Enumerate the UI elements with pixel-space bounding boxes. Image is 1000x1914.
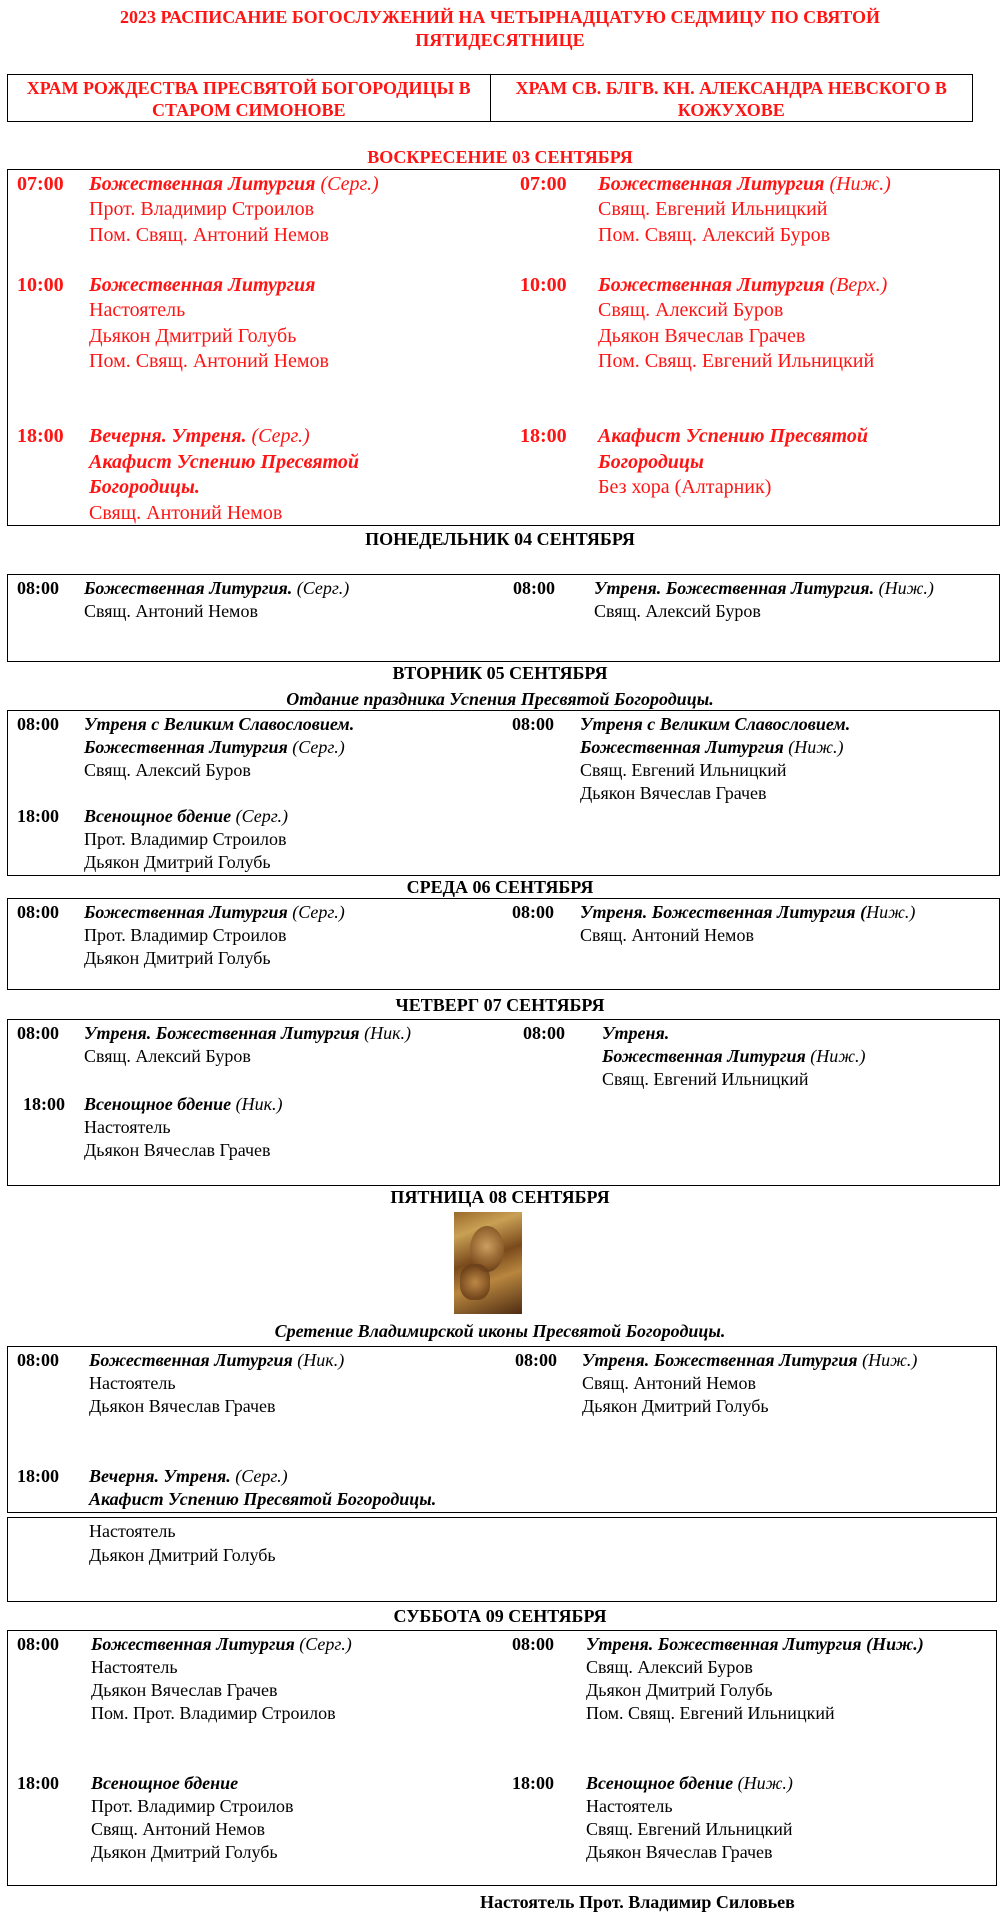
day-heading-saturday: СУББОТА 09 СЕНТЯБРЯ	[393, 1606, 607, 1626]
clergy-name: Свящ. Евгений Ильницкий	[598, 198, 828, 220]
clergy-name: Пом. Свящ. Антоний Немов	[89, 224, 329, 246]
service-time: 08:00	[17, 1634, 59, 1654]
clergy-name: Настоятель	[84, 1117, 171, 1137]
service-title: Вечерня. Утреня. (Серг.)	[89, 1466, 288, 1486]
clergy-name: Свящ. Алексий Буров	[84, 1046, 251, 1066]
clergy-name: Дьякон Дмитрий Голубь	[91, 1842, 278, 1862]
icon-child	[460, 1264, 490, 1300]
clergy-name: Настоятель	[91, 1657, 178, 1677]
service-title: Утреня с Великим Славословием.	[84, 714, 355, 734]
service-title: Утреня. Божественная Литургия (Ниж.)	[582, 1350, 918, 1370]
day-heading-wednesday: СРЕДА 06 СЕНТЯБРЯ	[406, 877, 594, 897]
clergy-name: Настоятель	[89, 1373, 176, 1393]
clergy-name: Прот. Владимир Строилов	[91, 1796, 294, 1816]
service-title: Богородицы.	[89, 476, 200, 498]
service-time: 07:00	[520, 173, 567, 195]
service-time: 18:00	[17, 806, 59, 826]
clergy-name: Настоятель	[89, 1521, 176, 1541]
clergy-name: Настоятель	[89, 299, 186, 321]
clergy-name: Свящ. Антоний Немов	[91, 1819, 265, 1839]
service-title: Божественная Литургия (Ниж.)	[598, 173, 891, 195]
service-time: 08:00	[512, 902, 554, 922]
service-title: Божественная Литургия (Серг.)	[84, 737, 345, 757]
service-title: Божественная Литургия (Серг.)	[84, 902, 345, 922]
service-title: Богородицы	[598, 451, 704, 473]
service-title: Божественная Литургия. (Серг.)	[84, 578, 350, 598]
service-time: 08:00	[513, 578, 555, 598]
clergy-name: Дьякон Дмитрий Голубь	[582, 1396, 769, 1416]
service-title: Божественная Литургия (Серг.)	[91, 1634, 352, 1654]
service-title: Всенощное бдение (Ниж.)	[586, 1773, 793, 1793]
churches-header	[7, 74, 973, 122]
service-title: Акафист Успению Пресвятой	[598, 425, 868, 447]
clergy-name: Пом. Свящ. Алексий Буров	[598, 224, 831, 246]
day-heading-friday: ПЯТНИЦА 08 СЕНТЯБРЯ	[390, 1187, 610, 1207]
service-time: 08:00	[17, 578, 59, 598]
church-left: ХРАМ РОЖДЕСТВА ПРЕСВЯТОЙ БОГОРОДИЦЫ В СТАРОМ СИМОНОВЕ	[8, 75, 491, 121]
clergy-name: Свящ. Алексий Буров	[586, 1657, 753, 1677]
clergy-name: Свящ. Евгений Ильницкий	[580, 760, 787, 780]
service-title: Всенощное бдение	[91, 1773, 239, 1793]
service-time: 08:00	[523, 1023, 565, 1043]
church-right: ХРАМ СВ. БЛГВ. КН. АЛЕКСАНДРА НЕВСКОГО В КОЖУХОВЕ	[515, 78, 947, 120]
clergy-name: Пом. Свящ. Евгений Ильницкий	[586, 1703, 835, 1723]
service-title: Божественная Литургия (Ник.)	[89, 1350, 345, 1370]
service-time: 18:00	[520, 425, 567, 447]
service-time: 08:00	[17, 1350, 59, 1370]
service-title: Божественная Литургия	[89, 274, 316, 296]
service-title: Всенощное бдение (Ник.)	[84, 1094, 283, 1114]
feast-note: Отдание праздника Успения Пресвятой Богородицы.	[286, 689, 714, 709]
icon-image	[454, 1212, 522, 1314]
clergy-name: Дьякон Вячеслав Грачев	[89, 1396, 276, 1416]
day-heading-tuesday: ВТОРНИК 05 СЕНТЯБРЯ	[392, 663, 608, 683]
clergy-name: Пом. Прот. Владимир Строилов	[91, 1703, 336, 1723]
day-box-saturday	[7, 1630, 997, 1886]
day-heading-sunday: ВОСКРЕСЕНИЕ 03 СЕНТЯБРЯ	[367, 147, 633, 167]
clergy-name: Дьякон Дмитрий Голубь	[84, 852, 271, 872]
day-box-sunday	[7, 169, 1000, 526]
service-title: Утреня с Великим Славословием.	[580, 714, 851, 734]
service-time: 08:00	[515, 1350, 557, 1370]
service-title: Утреня. Божественная Литургия (Ниж.)	[580, 902, 916, 922]
clergy-name: Без хора (Алтарник)	[598, 476, 772, 498]
clergy-name: Дьякон Вячеслав Грачев	[84, 1140, 271, 1160]
service-time: 18:00	[17, 1773, 59, 1793]
clergy-name: Дьякон Дмитрий Голубь	[89, 325, 297, 347]
service-title: Утреня.	[602, 1023, 670, 1043]
service-time: 10:00	[520, 274, 567, 296]
day-box-wednesday	[7, 898, 1000, 990]
service-title: Акафист Успению Пресвятой	[89, 451, 359, 473]
clergy-name: Дьякон Дмитрий Голубь	[89, 1545, 276, 1565]
clergy-name: Настоятель	[586, 1796, 673, 1816]
clergy-name: Прот. Владимир Строилов	[84, 829, 287, 849]
service-time: 18:00	[17, 425, 64, 447]
clergy-name: Дьякон Дмитрий Голубь	[586, 1680, 773, 1700]
clergy-name: Прот. Владимир Строилов	[84, 925, 287, 945]
service-time: 18:00	[512, 1773, 554, 1793]
service-title: Божественная Литургия (Ниж.)	[580, 737, 844, 757]
clergy-name: Свящ. Алексий Буров	[598, 299, 784, 321]
day-box-monday	[7, 574, 1000, 662]
service-title: Божественная Литургия (Верх.)	[598, 274, 888, 296]
service-title: Всенощное бдение (Серг.)	[84, 806, 289, 826]
service-time: 08:00	[512, 714, 554, 734]
page-title: 2023 РАСПИСАНИЕ БОГОСЛУЖЕНИЙ НА ЧЕТЫРНАДЦАТУЮ СЕДМИЦУ ПО СВЯТОЙ ПЯТИДЕСЯТНИЦЕ	[119, 7, 881, 50]
clergy-name: Прот. Владимир Строилов	[89, 198, 315, 220]
service-title: Акафист Успению Пресвятой Богородицы.	[89, 1489, 437, 1509]
clergy-name: Дьякон Вячеслав Грачев	[91, 1680, 278, 1700]
service-time: 07:00	[17, 173, 64, 195]
service-time: 10:00	[17, 274, 64, 296]
service-title: Вечерня. Утреня. (Серг.)	[89, 425, 310, 447]
clergy-name: Свящ. Евгений Ильницкий	[602, 1069, 809, 1089]
day-box-friday	[7, 1346, 997, 1513]
clergy-name: Свящ. Антоний Немов	[582, 1373, 756, 1393]
day-box-friday-cont	[7, 1517, 997, 1602]
clergy-name: Свящ. Антоний Немов	[84, 601, 258, 621]
clergy-name: Дьякон Вячеслав Грачев	[580, 783, 767, 803]
clergy-name: Дьякон Вячеслав Грачев	[586, 1842, 773, 1862]
service-title: Божественная Литургия (Серг.)	[89, 173, 379, 195]
clergy-name: Пом. Свящ. Евгений Ильницкий	[598, 350, 875, 372]
day-box-tuesday	[7, 710, 1000, 876]
day-box-thursday	[7, 1019, 1000, 1186]
clergy-name: Дьякон Вячеслав Грачев	[598, 325, 806, 347]
signature: Настоятель Прот. Владимир Силовьев	[480, 1892, 795, 1912]
service-time: 08:00	[17, 714, 59, 734]
clergy-name: Свящ. Евгений Ильницкий	[586, 1819, 793, 1839]
clergy-name: Свящ. Алексий Буров	[594, 601, 761, 621]
service-time: 18:00	[23, 1094, 65, 1114]
service-title: Утреня. Божественная Литургия (Ниж.)	[586, 1634, 924, 1654]
service-time: 08:00	[17, 1023, 59, 1043]
service-time: 18:00	[17, 1466, 59, 1486]
service-title: Утреня. Божественная Литургия (Ник.)	[84, 1023, 411, 1043]
service-time: 08:00	[512, 1634, 554, 1654]
clergy-name: Свящ. Антоний Немов	[580, 925, 754, 945]
clergy-name: Свящ. Алексий Буров	[84, 760, 251, 780]
clergy-name: Дьякон Дмитрий Голубь	[84, 948, 271, 968]
day-heading-thursday: ЧЕТВЕРГ 07 СЕНТЯБРЯ	[395, 995, 605, 1015]
service-title: Божественная Литургия (Ниж.)	[602, 1046, 866, 1066]
clergy-name: Пом. Свящ. Антоний Немов	[89, 350, 329, 372]
service-title: Утреня. Божественная Литургия. (Ниж.)	[594, 578, 934, 598]
day-heading-monday: ПОНЕДЕЛЬНИК 04 СЕНТЯБРЯ	[365, 529, 635, 549]
feast-note: Сретение Владимирской иконы Пресвятой Богородицы.	[274, 1321, 726, 1341]
service-time: 08:00	[17, 902, 59, 922]
clergy-name: Свящ. Антоний Немов	[89, 502, 283, 524]
